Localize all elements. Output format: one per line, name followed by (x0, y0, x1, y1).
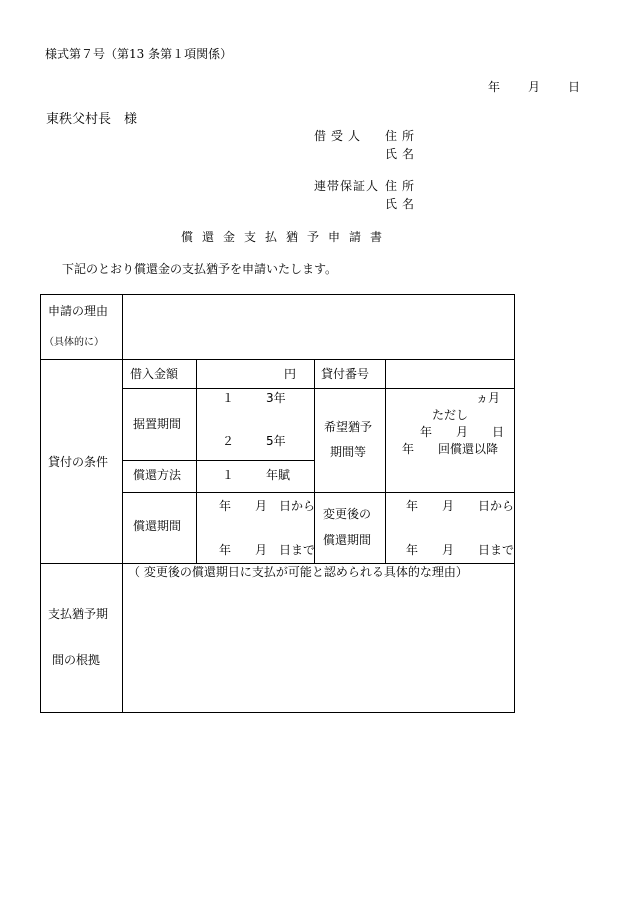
desired-date: 年 月 日 (420, 425, 505, 439)
addressee: 東秩父村長 様 (46, 112, 138, 127)
basis-label-line1: 支払猶予期 (48, 607, 109, 621)
form-number: 様式第７号（第13 条第１項関係） (45, 47, 233, 61)
table-line (122, 388, 515, 389)
loan-amount-unit: 円 (284, 367, 297, 381)
date-month-label: 月 (528, 80, 541, 94)
table-line (40, 563, 515, 564)
table-line (40, 712, 515, 713)
desired-tadashi: ただし (432, 408, 469, 422)
guarantor-label: 連帯保証人 (314, 179, 380, 193)
conditions-label: 貸付の条件 (48, 455, 109, 469)
method-label: 償還方法 (133, 468, 182, 482)
reason-label: 申請の理由 (48, 304, 109, 318)
borrower-label: 借受人 (314, 129, 366, 143)
basis-label-line2: 間の根拠 (52, 653, 101, 667)
table-line (40, 294, 41, 713)
table-line (122, 492, 515, 493)
method-value: 年賦 (266, 468, 291, 482)
table-line (122, 460, 315, 461)
date-day-label: 日 (568, 80, 581, 94)
loan-amount-field[interactable] (199, 362, 279, 386)
deferral-option-1-number: １ (222, 391, 235, 405)
deferral-label: 据置期間 (133, 417, 182, 431)
guarantor-name-label: 氏名 (385, 197, 420, 211)
period-to: 年 月 日まで (219, 543, 316, 557)
intro-text: 下記のとおり償還金の支払猶予を申請いたします。 (62, 262, 338, 276)
table-line (196, 359, 197, 564)
period-from: 年 月 日から (219, 499, 316, 513)
changed-period-from: 年 月 日から (406, 499, 515, 513)
deferral-option-2-number: ２ (222, 434, 235, 448)
table-line (514, 294, 515, 713)
basis-field[interactable] (126, 584, 510, 708)
period-label: 償還期間 (133, 519, 182, 533)
desired-deferral-label-line1: 希望猶予 (324, 420, 373, 434)
deferral-option-2-value: 5年 (266, 434, 286, 448)
table-line (122, 294, 123, 713)
basis-note: （ 変更後の償還期日に支払が可能と認められる具体的な理由） (128, 565, 468, 579)
loan-number-label: 貸付番号 (321, 367, 370, 381)
desired-months-unit: ヵ月 (476, 391, 501, 405)
borrower-address-label: 住所 (385, 129, 420, 143)
deferral-option-1-value: 3年 (266, 391, 286, 405)
borrower-name-label: 氏名 (385, 147, 420, 161)
desired-deferral-label-line2: 期間等 (330, 445, 367, 459)
document-title: 償還金支払猶予申請書 (181, 230, 392, 244)
date-year-label: 年 (488, 80, 501, 94)
changed-period-label-line1: 変更後の (323, 507, 372, 521)
desired-repayment-start: 年 回償還以降 (402, 442, 499, 456)
table-line (314, 359, 315, 564)
guarantor-address-label: 住所 (385, 179, 420, 193)
changed-period-to: 年 月 日まで (406, 543, 515, 557)
reason-field[interactable] (126, 297, 510, 355)
loan-amount-label: 借入金額 (130, 367, 179, 381)
reason-sub-label: （具体的に） (44, 337, 104, 348)
method-number: １ (222, 468, 235, 482)
table-line (40, 359, 515, 360)
loan-number-field[interactable] (388, 362, 512, 386)
changed-period-label-line2: 償還期間 (323, 533, 372, 547)
table-line (40, 294, 515, 295)
table-line (385, 359, 386, 564)
